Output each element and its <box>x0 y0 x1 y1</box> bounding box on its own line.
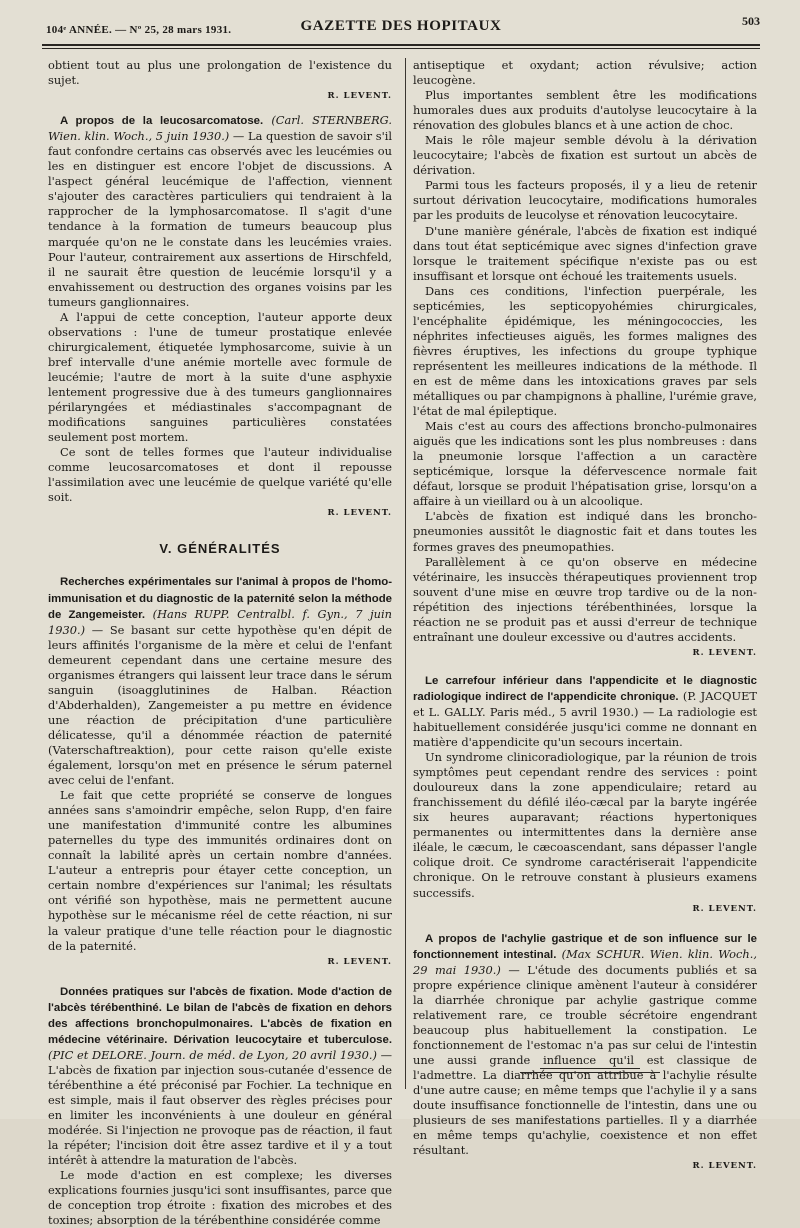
paragraph: Mais c'est au cours des affections broncho-pulmonaires aiguës que les indications sont les plus nombreuses : dans la pneumonie lorsque l'affection a un caractère septicémique, lorsque la défervescence normale fait défaut, lorsque se produit l'hépatisation grise, lorsqu'on a affaire à un vieillard ou à un alcoolique. <box>413 419 757 509</box>
right-column <box>413 58 757 1174</box>
column-divider <box>405 58 406 1089</box>
article-text: Se basant sur cette hypothèse qu'en dépit de leurs affinités l'organisme de la mère et celui de l'enfant demeurent cependant dans une certaine mesure des organismes étrangers qui laissent leur trace dans le sérum sanguin (isoagglutinines de Halban. Réaction d'Abderhalden), Zangemeister a pu mettre en évidence une réaction de précipitation d'une particulière délicatesse, qu'il a dénommée réaction de paternité (Vaterschaftreaktion), pour cette raison qu'elle existe également, lorsqu'on met en présence le sérum paternel avec celui de l'enfant. <box>48 622 392 788</box>
paragraph: L'abcès de fixation est indiqué dans les broncho-pneumonies aussitôt le diagnostic fait et dans toutes les formes graves des pneumopathies. <box>413 509 757 554</box>
article-lead <box>48 984 392 1169</box>
page-number: 503 <box>742 14 760 28</box>
article-reference: (P. JACQUET et L. GALLY. Paris méd., 5 avril 1930.) — <box>413 688 757 719</box>
author-signature: R. LEVENT. <box>327 91 392 102</box>
article-reference: (Carl. STERNBERG. Wien. klin. Woch., 5 juin 1930.) — <box>48 113 392 144</box>
article-text: L'étude des documents publiés et sa propre expérience clinique amènent l'auteur à considérer la diarrhée chronique par achylie gastrique comme relativement rare, ce trouble sécrétoire engendrant beaucoup plus habituellement la constipation. Le fonctionnement de l'estomac n'a pas sur celui de l'intestin une aussi grande influence qu'il est classique de l'admettre. La diarrhée qu'on attribue à l'achylie résulte d'une autre cause; en même temps que l'achylie il y a sans doute insuffisance fonctionnelle de l'intestin, dans une ou plusieurs de ses manifestations partielles. Il y a diarrhée en même temps qu'achylie, coexistence et non effet résultant. <box>413 962 757 1158</box>
paragraph: obtient tout au plus une prolongation de l'existence du sujet. <box>48 58 392 88</box>
author-signature: R. LEVENT. <box>327 956 392 967</box>
article-text: La radiologie est habituellement considérée jusqu'ici comme ne donnant en matière d'appendicite qu'un secours incertain. <box>413 704 758 750</box>
article-reference: (Max SCHUR. Wien. klin. Woch., 29 mai 1930.) — <box>413 946 757 977</box>
article-carrefour-inferieur <box>413 673 757 917</box>
article-reference: (Hans RUPP. Centralbl. f. Gyn., 7 juin 1930.) — <box>48 606 392 637</box>
paragraph: Le fait que cette propriété se conserve de longues années sans s'amoindrir empêche, selon Rupp, d'en faire une manifestation d'immunité contre les albumines paternelles du type des immunités ordinaires dont on connaît la labilité après un certain nombre d'années. L'auteur a entrepris pour étayer cette conception, un certain nombre d'expériences sur l'animal; les résultats ont vérifié son hypothèse, mais ne permettent aucune hypothèse sur le mécanisme réel de cette réaction, ni sur la valeur pratique d'une telle réaction pour le diagnostic de la paternité. <box>48 788 392 953</box>
author-signature: R. LEVENT. <box>327 508 392 519</box>
paragraph: Mais le rôle majeur semble dévolu à la dérivation leucocytaire; l'abcès de fixation est surtout un abcès de dérivation. <box>413 133 757 178</box>
article-lead <box>48 574 392 788</box>
paragraph: Le mode d'action en est complexe; les diverses explications fournies jusqu'ici sont insuffisantes, parce que de conception trop étroite : fixation des microbes et des toxines; absorption de la térébenthine considérée comme <box>48 1168 392 1228</box>
article-leucosarcomatose <box>48 113 392 521</box>
article-title: Le carrefour inférieur dans l'appendicite et le diagnostic radiologique indirect de l'appendicite chronique. <box>413 674 757 703</box>
page-header <box>42 14 760 40</box>
header-rule-thin <box>42 48 760 49</box>
end-rule-wide <box>520 1072 660 1073</box>
journal-title: GAZETTE DES HOPITAUX <box>300 18 502 34</box>
article-title: A propos de l'achylie gastrique et de son influence sur le fonctionnement intestinal. <box>413 932 757 961</box>
left-column <box>48 58 392 1228</box>
article-abces-fixation <box>48 984 392 1228</box>
paragraph: A l'appui de cette conception, l'auteur apporte deux observations : l'une de tumeur prostatique enlevée chirurgicalement, étiquetée lymphosarcome, suivie à un bref intervalle d'une anémie mortelle avec formule de leucémie; l'autre de mort à la suite d'une asphyxie lentement progressive due à des tumeurs ganglionnaires périlaryngées et médiastinales s'accompagnant de modifications sanguines particulières constatées seulement post mortem. <box>48 309 392 445</box>
paragraph: Un syndrome clinicoradiologique, par la réunion de trois symptômes peut cependant rendre des services : point douloureux dans la zone appendiculaire; retard au franchissement du défilé iléo-cæcal par la baryte ingérée six heures auparavant; réactions hypertoniques permanentes ou intermittentes dans la dernière anse iléale, le cæcum, le cæcoascendant, sans dépasser l'angle colique droit. Ce syndrome caractériserait l'appendicite chronique. On le retrouve constant à plusieurs examens successifs. <box>413 750 757 900</box>
article-text: La question de savoir s'il faut confondre certains cas observés avec les leucémies ou les en distinguer est encore l'objet de discussions. A l'aspect général leucémique de l'affection, viennent s'ajouter des caractères particuliers qui tendraient à la rapprocher de la lymphosarcomatose. Il s'agit d'une tendance à la formation de tumeurs beaucoup plus marquée qu'on ne le constate dans les leucémies vraies. Pour l'auteur, contrairement aux assertions de Hirschfeld, il ne saurait être question de leucémie lorsqu'il y a envahissement ou destruction des organes voisins par les tumeurs ganglionnaires. <box>48 129 392 309</box>
issue-line: 104ᵉ ANNÉE. — Nº 25, 28 mars 1931. <box>46 24 232 36</box>
author-signature: R. LEVENT. <box>692 903 757 914</box>
article-title: A propos de la leucosarcomatose. <box>60 115 264 128</box>
end-rule <box>540 1068 640 1069</box>
paragraph: Parallèlement à ce qu'on observe en médecine vétérinaire, les insuccès thérapeutiques proviennent trop souvent d'une mise en œuvre trop tardive ou de la non-répétition des injections térébenthinées, lorsque la réaction ne se produit pas et aussi d'erreur de technique entraînant une douleur excessive ou d'autres accidents. <box>413 554 757 644</box>
article-homo-immunisation <box>48 574 392 969</box>
author-signature: R. LEVENT. <box>692 1161 757 1172</box>
paragraph: Plus importantes semblent être les modifications humorales dues aux produits d'autolyse leucocytaire à la rénovation des globules blancs et à une action de choc. <box>413 88 757 133</box>
paragraph: Parmi tous les facteurs proposés, il y a lieu de retenir surtout dérivation leucocytaire, modifications humorales par les produits de leucolyse et rénovation leucocytaire. <box>413 178 757 223</box>
article-text: L'abcès de fixation par injection sous-cutanée d'essence de térébenthine a été préconisé par Fochier. La technique en est simple, mais il faut observer des règles précises pour en limiter les inconvénients à une douleur en général modérée. Si l'injection ne provoque pas de réaction, il faut la répéter; l'incision doit être assez tardive et il y a tout intérêt à attendre la maturation de l'abcès. <box>48 1062 392 1168</box>
article-title: Données pratiques sur l'abcès de fixation. Mode d'action de l'abcès térébenthiné. Le bilan de l'abcès de fixation en dehors des affections bronchopulmonaires. L'abcès de fixation en médecine vétérinaire. Dérivation leucocytaire et tuberculose. <box>48 985 392 1046</box>
article-reference: (PIC et DELORE. Journ. de méd. de Lyon, 20 avril 1930.) — <box>48 1047 392 1062</box>
author-signature: R. LEVENT. <box>692 647 757 658</box>
header-rule <box>42 44 760 46</box>
section-heading: V. GÉNÉRALITÉS <box>159 541 281 557</box>
article-lead <box>413 673 757 750</box>
paragraph: D'une manière générale, l'abcès de fixation est indiqué dans tout état septicémique avec signes d'infection grave lorsque le traitement spécifique n'existe pas ou est insuffisant et lorsque ont échoué les traitements usuels. <box>413 223 757 283</box>
article-lead <box>413 931 757 1159</box>
paragraph: antiseptique et oxydant; action révulsive; action leucogène. <box>413 58 757 88</box>
paragraph: Ce sont de telles formes que l'auteur individualise comme leucosarcomatoses et dont il repousse l'assimilation avec une leucémie de quelque variété qu'elle soit. <box>48 445 392 505</box>
paragraph: Dans ces conditions, l'infection puerpérale, les septicémies, les septicopyohémies chirurgicales, l'encéphalite épidémique, les méningococcies, les néphrites infectieuses aiguës, les formes malignes des fièvres éruptives, les infections du groupe typhique représentent les meilleures indications de la méthode. Il en est de même dans les intoxications graves par sels métalliques ou par champignons à phalline, l'urémie grave, l'état de mal épileptique. <box>413 283 757 419</box>
article-achylie-gastrique <box>413 931 757 1175</box>
article-lead <box>48 113 392 310</box>
article-title: Recherches expérimentales sur l'animal à propos de l'homo-immunisation et du diagnostic de la paternité selon la méthode de Zangemeister. <box>48 576 392 621</box>
